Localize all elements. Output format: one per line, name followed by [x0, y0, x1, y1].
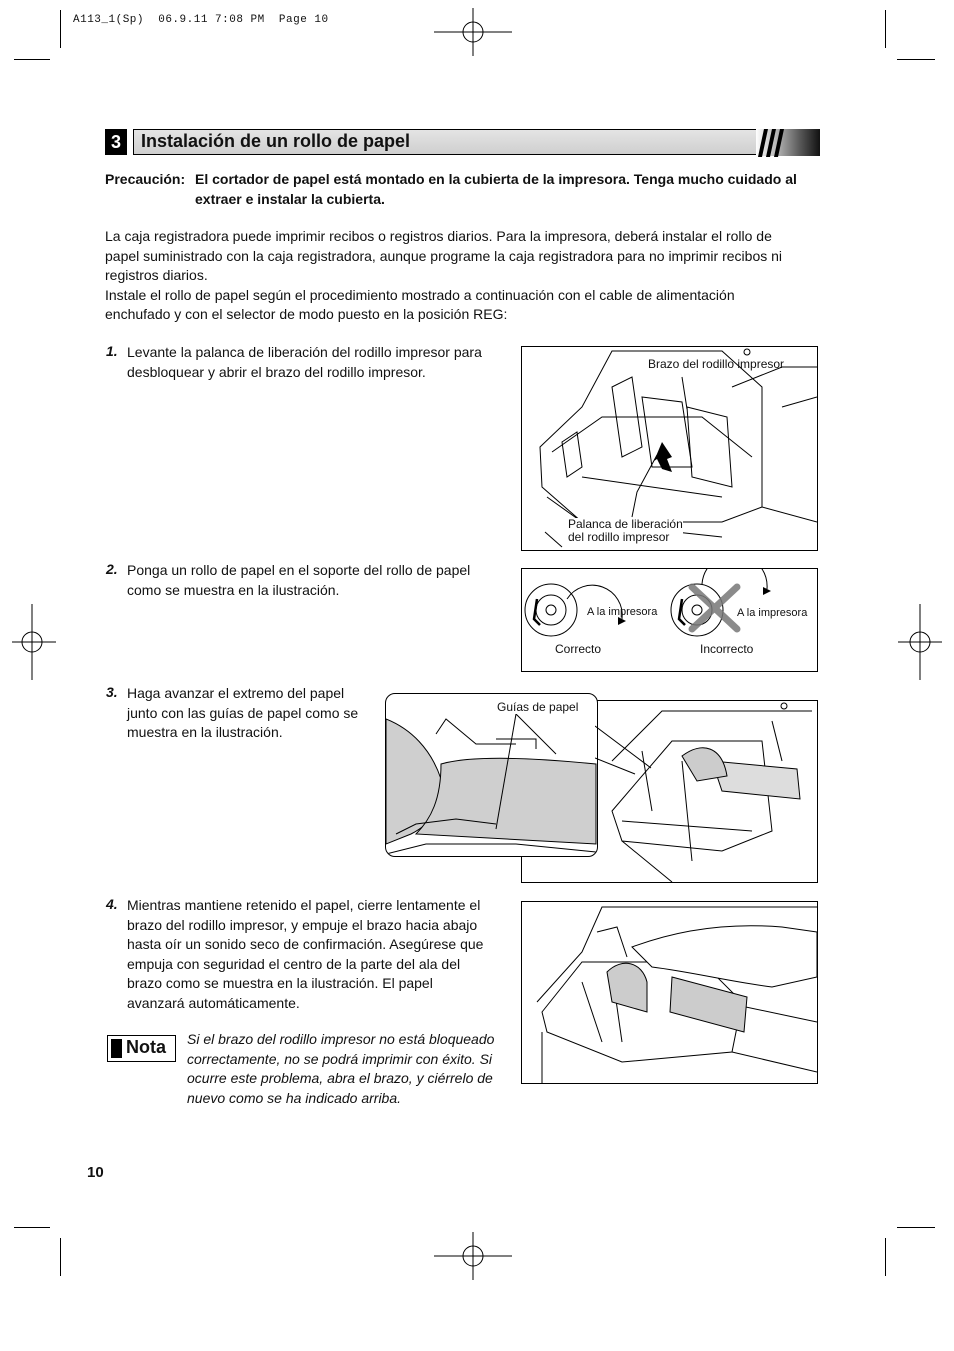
registration-mark-left [8, 602, 58, 682]
step-4-text [127, 896, 483, 1013]
figure-printer-arm-release [521, 346, 818, 551]
caution-block [105, 170, 185, 190]
step-line: brazo como se muestra en la ilustración. El papel [127, 975, 433, 991]
step-line: Levante la palanca de liberación del rodillo impresor para [127, 344, 482, 360]
close-arm-illustration [522, 902, 817, 1083]
caution-line: El cortador de papel está montado en la cubierta de la impresora. Tenga mucho cuidado al [195, 171, 797, 187]
intro-line: papel suministrado con la caja registradora, aunque programe la caja registradora para no imprimir recibos ni [105, 247, 783, 264]
note-line: nuevo como se ha indicado arriba. [187, 1089, 402, 1106]
figure-paper-guides-inset [385, 693, 598, 857]
step-line: empuja con seguridad el centro de la parte del ala del [127, 955, 461, 972]
step-2-text [127, 561, 470, 600]
note-line: correctamente, no se podrá imprimir con éxito. Si [187, 1050, 493, 1067]
label-release-lever [568, 518, 683, 544]
intro-paragraph [105, 227, 825, 325]
step-number: 2. [106, 561, 118, 577]
step-number: 3. [106, 684, 118, 700]
step-line: junto con las guías de papel como se [127, 704, 359, 721]
step-number: 1. [106, 343, 118, 359]
step-line: Ponga un rollo de papel en el soporte del rollo de papel [127, 562, 471, 578]
intro-line: registros diarios. [105, 267, 208, 283]
step-line: avanzará automáticamente. [127, 994, 300, 1011]
step-line: como se muestra en la ilustración. [127, 581, 340, 598]
step-line: hasta oír un sonido seco de confirmación. Asegúrese que [127, 936, 484, 952]
step-number: 4. [106, 896, 118, 912]
section-title-bar [133, 129, 757, 155]
intro-line: La caja registradora puede imprimir recibos o registros diarios. Para la impresora, deberá instalar el rollo de [105, 228, 772, 244]
figure-paper-roll-orientation [521, 568, 818, 672]
section-title: Instalación de un rollo de papel [141, 131, 411, 151]
label-correct: Correcto [555, 642, 602, 656]
section-title-slashes [754, 127, 794, 159]
paper-guides-illustration [386, 694, 597, 856]
label-line: Palanca de liberación [568, 517, 683, 531]
label-incorrect: Incorrecto [700, 642, 754, 656]
caution-text [195, 170, 797, 209]
caution-line: extraer e instalar la cubierta. [195, 190, 385, 207]
note-line: ocurre este problema, abra el brazo, y ciérrelo de [187, 1070, 493, 1086]
step-line: Haga avanzar el extremo del papel [127, 685, 345, 701]
step-line: muestra en la ilustración. [127, 724, 283, 740]
note-badge-bar [111, 1039, 122, 1058]
step-line: Mientras mantiene retenido el papel, cierre lentamente el [127, 897, 481, 913]
step-line: desbloquear y abrir el brazo del rodillo impresor. [127, 363, 426, 380]
label-line: del rodillo impresor [568, 530, 670, 544]
note-text [187, 1030, 494, 1108]
note-line: Si el brazo del rodillo impresor no está bloqueado [187, 1031, 495, 1047]
figure-close-arm [521, 901, 818, 1084]
intro-line: Instale el rollo de papel según el procedimiento mostrado a continuación con el cable de alimentación [105, 286, 735, 303]
step-line: brazo del rodillo impresor, y empuje el brazo hacia abajo [127, 916, 478, 933]
step-3-text [127, 684, 358, 743]
label-to-printer-incorrect: A la impresora [737, 607, 808, 619]
registration-mark-top [430, 8, 520, 58]
intro-line: enchufado y con el selector de modo puesto en la posición REG: [105, 306, 508, 322]
label-to-printer-correct: A la impresora [587, 606, 658, 618]
label-paper-guides: Guías de papel [497, 700, 579, 714]
caution-label: Precaución: [105, 171, 186, 187]
registration-mark-bottom [430, 1232, 520, 1282]
page-number: 10 [87, 1164, 104, 1181]
note-badge [107, 1035, 176, 1062]
note-label: Nota [126, 1037, 166, 1057]
registration-mark-right [896, 602, 946, 682]
step-1-text [127, 343, 482, 382]
section-number: 3 [105, 129, 127, 155]
label-printer-arm: Brazo del rodillo impresor [648, 357, 785, 371]
print-slug: A113_1(Sp) 06.9.11 7:08 PM Page 10 [73, 14, 329, 26]
inset-connector [595, 696, 655, 776]
